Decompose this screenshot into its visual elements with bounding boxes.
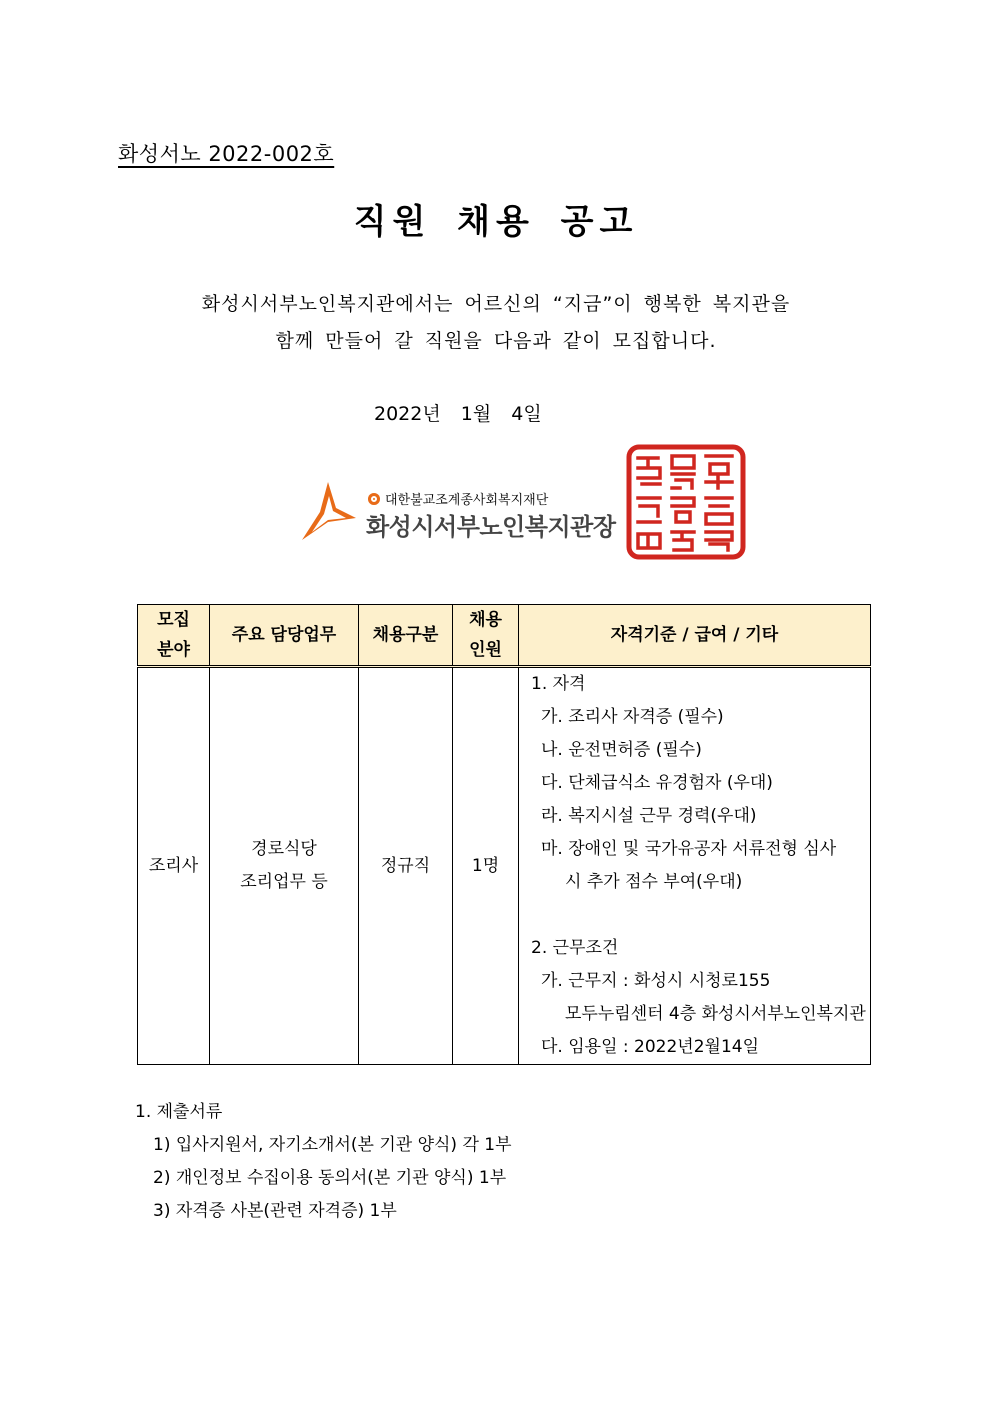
qualification-line: 모두누림센터 4층 화성시서부노인복지관 [565,1004,866,1024]
recruitment-table [137,604,871,1065]
foundation-name: 대한불교조계종사회복지재단 [368,489,548,508]
issuer-name: 화성시서부노인복지관장 [366,513,616,541]
qualification-line: 마. 장애인 및 국가유공자 서류전형 심사 [541,839,837,859]
foundation-logo-icon [298,478,358,544]
cell-count: 1명 [453,667,519,1065]
page-title: 직원 채용 공고 [353,202,639,242]
header-field: 모집 분야 [138,605,210,667]
qualification-line: 시 추가 점수 부여(우대) [565,872,743,892]
document-number: 화성서노 2022-002호 [118,142,335,166]
qualification-line: 다. 단체급식소 유경험자 (우대) [541,773,773,793]
intro-line-2: 함께 만들어 갈 직원을 다음과 같이 모집합니다. [275,330,717,352]
intro-line-1: 화성시서부노인복지관에서는 어르신의 “지금”이 행복한 복지관을 [201,293,791,315]
documents-item: 3) 자격증 사본(관련 자격증) 1부 [153,1201,397,1221]
documents-item: 2) 개인정보 수집이용 동의서(본 기관 양식) 1부 [153,1168,507,1188]
documents-heading: 1. 제출서류 [135,1102,223,1122]
cell-qualifications [519,667,871,1065]
header-type: 채용구분 [359,605,453,667]
table-row [138,667,871,1065]
qualification-line: 가. 근무지 : 화성시 시청로155 [541,971,771,991]
documents-section [135,1096,512,1228]
qualification-line: 가. 조리사 자격증 (필수) [541,707,724,727]
header-qualifications: 자격기준 / 급여 / 기타 [519,605,871,667]
cell-type: 정규직 [359,667,453,1065]
qualification-line [531,899,870,932]
header-count: 채용 인원 [453,605,519,667]
cell-duties: 경로식당 조리업무 등 [210,667,359,1065]
dharma-wheel-icon [368,493,380,505]
qualification-line: 다. 임용일 : 2022년2월14일 [541,1037,760,1057]
header-duties: 주요 담당업무 [210,605,359,667]
documents-item: 1) 입사지원서, 자기소개서(본 기관 양식) 각 1부 [153,1135,512,1155]
announcement-date: 2022년 1월 4일 [374,403,542,425]
table-header-row [138,605,871,667]
qualification-line: 2. 근무조건 [531,938,619,958]
qualification-line: 나. 운전면허증 (필수) [541,740,702,760]
qualification-line: 1. 자격 [531,674,586,694]
official-seal-icon [626,444,746,560]
qualification-line: 라. 복지시설 근무 경력(우대) [541,806,757,826]
cell-field: 조리사 [138,667,210,1065]
